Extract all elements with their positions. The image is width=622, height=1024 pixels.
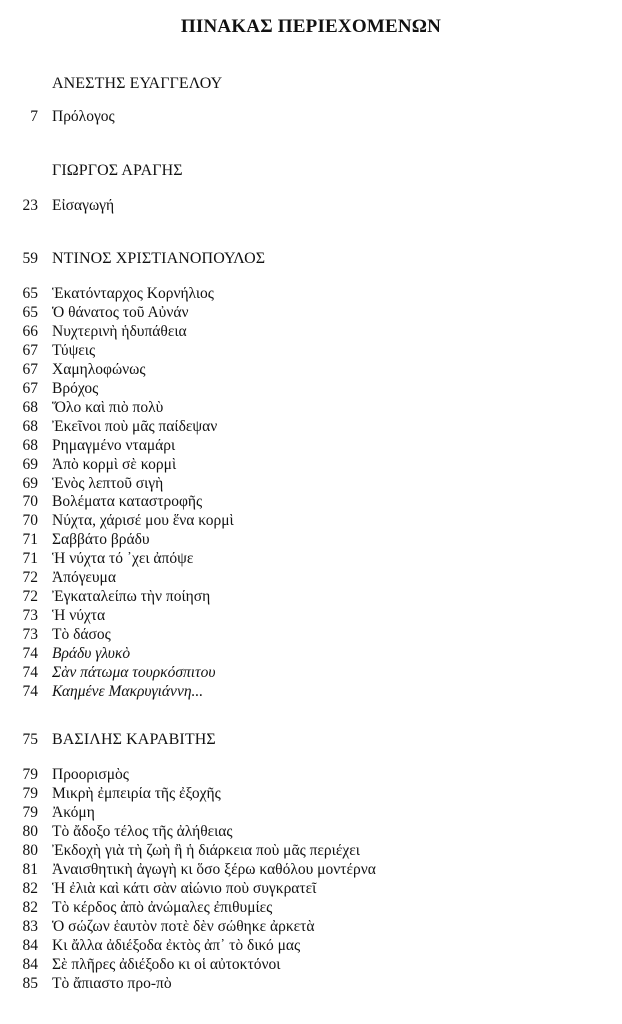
page-number: 79 (22, 804, 38, 821)
page-number: 83 (22, 918, 38, 935)
page-number: 70 (22, 512, 38, 530)
entry-title: Ἑνὸς λεπτοῦ σιγὴ (52, 474, 164, 492)
page-number: 71 (22, 550, 38, 568)
entry-title: Πρόλογος (52, 108, 115, 125)
author-name: ΒΑΣΙΛΗΣ ΚΑΡΑΒΙΤΗΣ (52, 731, 216, 748)
entry-title: Βρόχος (52, 379, 99, 397)
entry-title: Μικρὴ ἐμπειρία τῆς ἐξοχῆς (52, 785, 221, 802)
page-number: 74 (22, 664, 38, 681)
author-name: ΑΝΕΣΤΗΣ ΕΥΑΓΓΕΛΟΥ (52, 75, 223, 92)
page-number: 79 (22, 766, 38, 783)
page-number: 7 (30, 108, 38, 125)
entry-title: Ὁ θάνατος τοῦ Αὐνάν (52, 303, 189, 321)
entry-title: Ὁ σώζων ἑαυτὸν ποτὲ δὲν σώθηκε ἀρκετὰ (52, 918, 315, 935)
author-name: ΝΤΙΝΟΣ ΧΡΙΣΤΙΑΝΟΠΟΥΛΟΣ (52, 250, 266, 267)
entry-title: Ἀπὸ κορμὶ σὲ κορμὶ (52, 455, 177, 473)
entry-title: Ρημαγμένο νταμάρι (52, 436, 176, 454)
page-number: 82 (22, 880, 38, 897)
entry-title: Ἐκδοχὴ γιὰ τὴ ζωὴ ἢ ἡ διάρκεια ποὺ μᾶς περιέχει (52, 842, 360, 859)
entry-title: Ἐκεῖνοι ποὺ μᾶς παίδεψαν (52, 417, 218, 435)
entry-title: Βολέματα καταστροφῆς (52, 493, 203, 511)
page-number: 72 (22, 588, 38, 606)
page-number: 72 (22, 569, 38, 587)
entry-title: Βράδυ γλυκὸ (52, 645, 131, 663)
entry-title: Σὰν πάτωμα τουρκόσπιτου (52, 664, 216, 681)
page-number: 74 (22, 682, 38, 700)
page-number: 68 (22, 417, 38, 435)
author-name: ΓΙΩΡΓΟΣ ΑΡΑΓΗΣ (52, 162, 183, 179)
entry-title: Τὸ δάσος (52, 626, 111, 644)
page-number: 80 (22, 823, 38, 840)
entry-title: Τὸ ἄδοξο τέλος τῆς ἀλήθειας (52, 823, 233, 840)
page-number: 80 (22, 842, 38, 859)
page-number: 73 (22, 607, 38, 625)
entry-title: Σὲ πλῆρες ἀδιέξοδο κι οἱ αὐτοκτόνοι (52, 956, 281, 973)
entry-title: Ἡ νύχτα (52, 607, 106, 625)
page-number: 70 (22, 493, 38, 511)
page-number: 79 (22, 785, 38, 802)
page-number: 69 (22, 474, 38, 492)
entry-title: Χαμηλοφώνως (52, 360, 146, 378)
entry-title: Νύχτα, χάρισέ μου ἕνα κορμὶ (52, 512, 234, 530)
entry-title: Καημένε Μακρυγιάννη... (52, 682, 204, 700)
page-number: 59 (22, 250, 38, 267)
entry-title: Ὅλο καὶ πιὸ πολὺ (52, 398, 164, 416)
page-number: 67 (22, 341, 38, 359)
page-number: 66 (22, 322, 38, 340)
page-number: 71 (22, 531, 38, 549)
page-number: 85 (22, 975, 38, 992)
page-number: 74 (22, 645, 38, 663)
page-number: 73 (22, 626, 38, 644)
page-number: 82 (22, 899, 38, 916)
entry-title: Ἐγκαταλείπω τὴν ποίηση (52, 588, 211, 606)
page-number: 65 (22, 285, 38, 302)
entry-title: Προορισμὸς (52, 766, 129, 783)
entry-title: Ἀκόμη (52, 804, 95, 821)
page-number: 69 (22, 455, 38, 473)
page-number: 81 (22, 861, 38, 878)
entry-title: Κι ἄλλα ἀδιέξοδα ἐκτὸς ἀπ᾽ τὸ δικό μας (52, 937, 301, 954)
page-number: 84 (22, 937, 38, 954)
entry-title: Τὸ κέρδος ἀπὸ ἀνώμαλες ἐπιθυμίες (52, 899, 273, 916)
entry-title: Ἡ νύχτα τό ᾽χει ἀπόψε (52, 550, 194, 568)
entry-title: Τὸ ἄπιαστο προ-πὸ (52, 975, 172, 992)
page-number: 68 (22, 398, 38, 416)
entry-title: Τύψεις (52, 341, 96, 359)
page-number: 65 (22, 303, 38, 321)
page-number: 23 (22, 197, 38, 214)
entry-title: Ἀπόγευμα (52, 569, 116, 587)
entry-title: Ἀναισθητικὴ ἀγωγὴ κι ὅσο ξέρω καθόλου μοντέρνα (52, 861, 376, 878)
page-title: ΠΙΝΑΚΑΣ ΠΕΡΙΕΧΟΜΕΝΩΝ (180, 16, 442, 37)
entry-title: Σαββάτο βράδυ (52, 531, 150, 549)
page-number: 75 (22, 731, 38, 748)
page-number: 67 (22, 379, 38, 397)
entry-title: Νυχτερινὴ ἡδυπάθεια (52, 322, 187, 340)
page-number: 84 (22, 956, 38, 973)
page-number: 68 (22, 436, 38, 454)
entry-title: Ἑκατόνταρχος Κορνήλιος (52, 285, 214, 302)
entry-title: Ἡ ἐλιὰ καὶ κάτι σὰν αἰώνιο ποὺ συγκρατεῖ (52, 880, 317, 897)
page-number: 67 (22, 360, 38, 378)
entry-title: Εἰσαγωγή (52, 197, 115, 214)
